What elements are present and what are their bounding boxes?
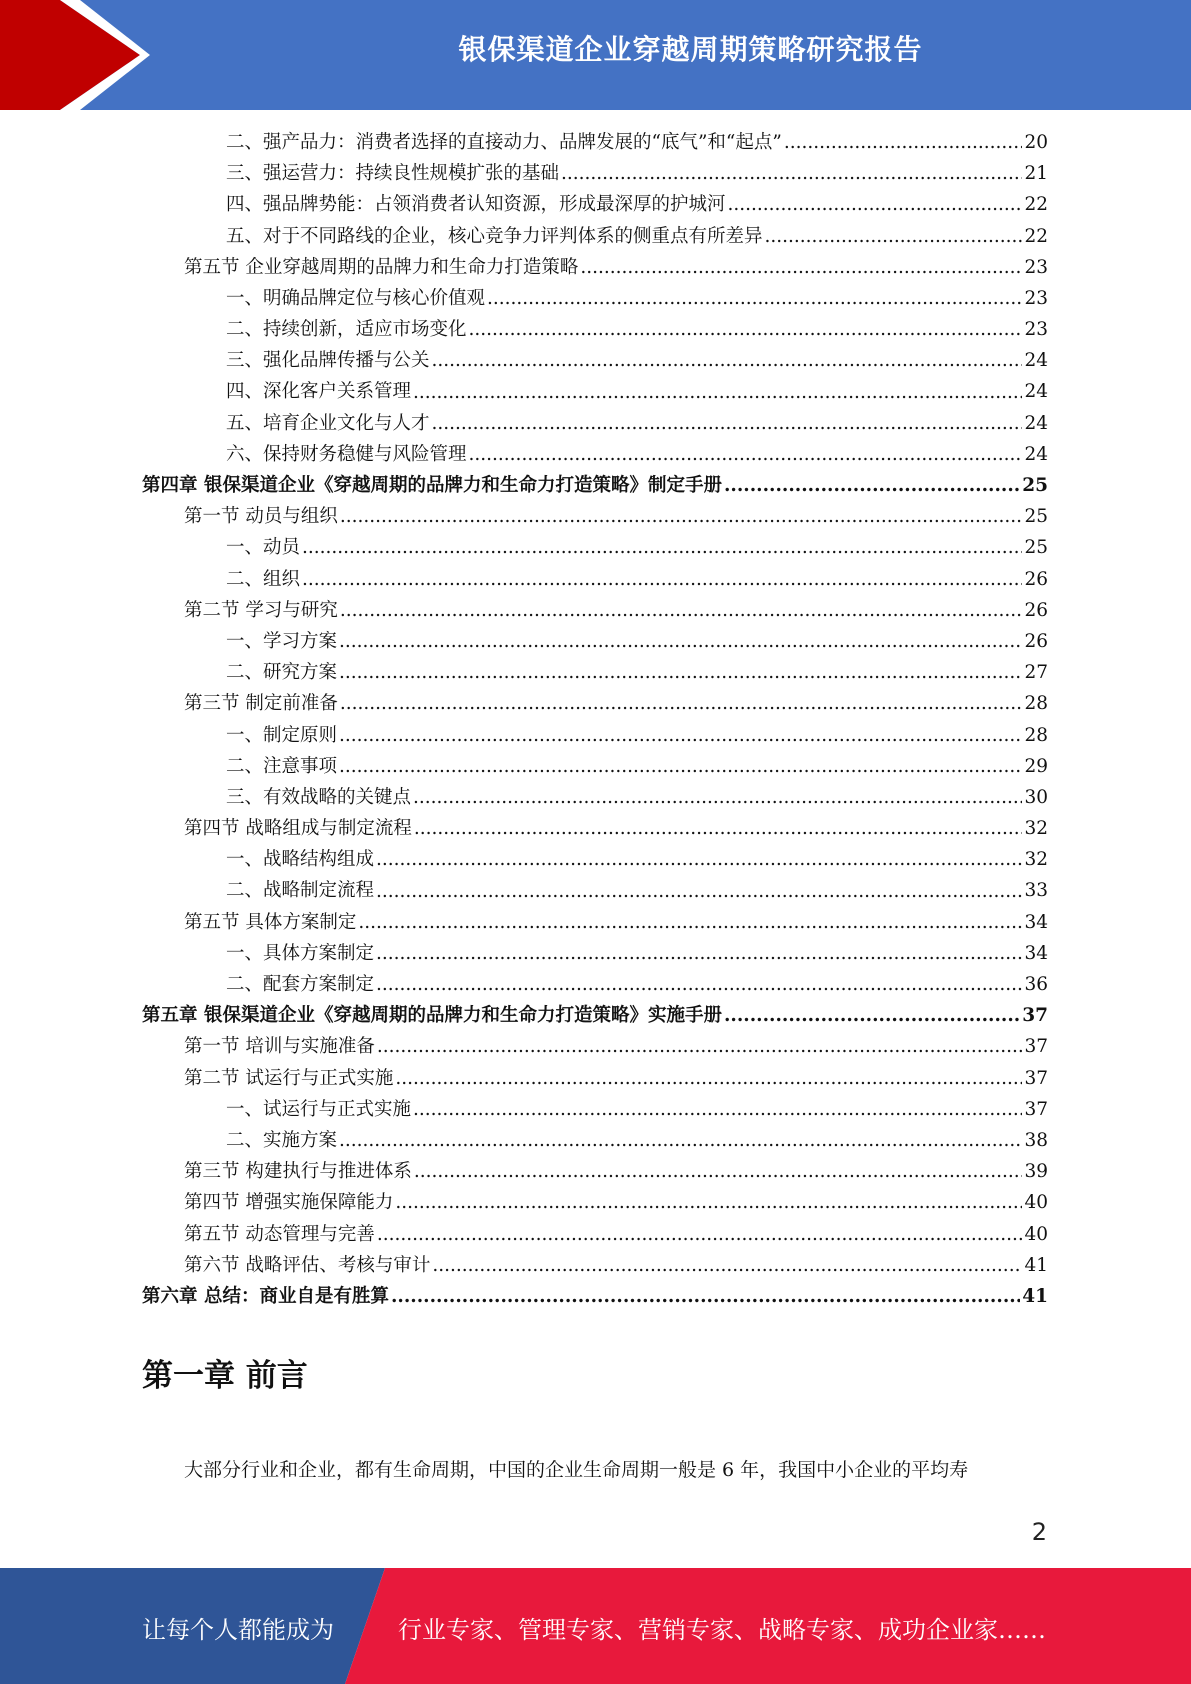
toc-entry[interactable] bbox=[142, 377, 1048, 408]
toc-entry-label: 一、具体方案制定 bbox=[226, 942, 375, 964]
chapter-title: 第一章 前言 bbox=[142, 1358, 308, 1394]
toc-dot-leader bbox=[487, 283, 1022, 314]
toc-entry[interactable] bbox=[142, 969, 1048, 1000]
toc-entry-label: 二、组织 bbox=[226, 568, 301, 590]
page-number: 2 bbox=[1031, 1518, 1047, 1546]
toc-entry-page: 37 bbox=[1022, 1005, 1048, 1027]
toc-entry[interactable] bbox=[142, 189, 1048, 220]
toc-dot-leader bbox=[724, 1000, 1020, 1031]
toc-entry-label: 第四节 战略组成与制定流程 bbox=[184, 818, 412, 840]
toc-entry[interactable] bbox=[142, 470, 1048, 501]
toc-entry-label: 第四章 银保渠道企业《穿越周期的品牌力和生命力打造策略》制定手册 bbox=[142, 475, 722, 497]
toc-dot-leader bbox=[414, 813, 1023, 844]
toc-entry-label: 二、持续创新，适应市场变化 bbox=[226, 319, 467, 341]
toc-entry[interactable] bbox=[142, 532, 1048, 563]
toc-dot-leader bbox=[377, 1219, 1023, 1250]
toc-entry-page: 40 bbox=[1024, 1192, 1048, 1214]
toc-entry-page: 24 bbox=[1024, 350, 1048, 372]
toc-entry[interactable] bbox=[142, 844, 1048, 875]
toc-entry-label: 二、研究方案 bbox=[226, 662, 338, 684]
toc-entry[interactable] bbox=[142, 158, 1048, 189]
toc-entry-label: 第一节 培训与实施准备 bbox=[184, 1036, 375, 1058]
toc-dot-leader bbox=[413, 782, 1022, 813]
toc-dot-leader bbox=[339, 1125, 1022, 1156]
toc-entry[interactable] bbox=[142, 813, 1048, 844]
toc-entry-label: 第六章 总结：商业自是有胜算 bbox=[142, 1285, 389, 1307]
toc-dot-leader bbox=[469, 314, 1023, 345]
toc-dot-leader bbox=[302, 532, 1022, 563]
toc-entry-label: 二、注意事项 bbox=[226, 755, 338, 777]
toc-dot-leader bbox=[376, 876, 1022, 907]
toc-entry-label: 第三节 制定前准备 bbox=[184, 693, 338, 715]
toc-entry-page: 24 bbox=[1024, 412, 1048, 434]
toc-entry[interactable] bbox=[142, 876, 1048, 907]
toc-dot-leader bbox=[340, 595, 1023, 626]
toc-dot-leader bbox=[580, 252, 1022, 283]
toc-entry-page: 26 bbox=[1024, 630, 1048, 652]
toc-entry-page: 26 bbox=[1024, 568, 1048, 590]
toc-entry-label: 二、实施方案 bbox=[226, 1129, 338, 1151]
toc-entry-page: 28 bbox=[1024, 724, 1048, 746]
toc-entry-page: 26 bbox=[1024, 599, 1048, 621]
toc-entry[interactable] bbox=[142, 1094, 1048, 1125]
toc-entry-page: 32 bbox=[1024, 849, 1048, 871]
toc-entry[interactable] bbox=[142, 564, 1048, 595]
toc-entry-page: 23 bbox=[1024, 319, 1048, 341]
toc-entry-label: 第二节 学习与研究 bbox=[184, 599, 338, 621]
toc-entry-page: 21 bbox=[1024, 163, 1048, 185]
toc-entry-page: 28 bbox=[1024, 693, 1048, 715]
toc-dot-leader bbox=[340, 501, 1023, 532]
toc-dot-leader bbox=[358, 907, 1022, 938]
toc-entry-label: 第五节 具体方案制定 bbox=[184, 911, 357, 933]
toc-entry[interactable] bbox=[142, 595, 1048, 626]
toc-entry-label: 第五节 动态管理与完善 bbox=[184, 1223, 375, 1245]
toc-entry-page: 37 bbox=[1024, 1067, 1048, 1089]
toc-dot-leader bbox=[432, 1250, 1022, 1281]
toc-dot-leader bbox=[784, 127, 1023, 158]
toc-dot-leader bbox=[377, 1031, 1023, 1062]
toc-entry-page: 40 bbox=[1024, 1223, 1048, 1245]
toc-entry-label: 第二节 试运行与正式实施 bbox=[184, 1067, 394, 1089]
toc-dot-leader bbox=[339, 626, 1022, 657]
toc-entry[interactable] bbox=[142, 283, 1048, 314]
toc-entry-page: 33 bbox=[1024, 880, 1048, 902]
toc-entry-label: 三、强化品牌传播与公关 bbox=[226, 350, 430, 372]
toc-entry-label: 一、试运行与正式实施 bbox=[226, 1098, 412, 1120]
chapter-paragraph: 大部分行业和企业，都有生命周期，中国的企业生命周期一般是 6 年，我国中小企业的平均寿 bbox=[184, 1459, 969, 1481]
toc-dot-leader bbox=[413, 1094, 1022, 1125]
toc-entry-page: 20 bbox=[1024, 131, 1048, 153]
header-arrow-decoration bbox=[0, 0, 160, 110]
toc-dot-leader bbox=[414, 1156, 1023, 1187]
toc-entry[interactable] bbox=[142, 408, 1048, 439]
toc-dot-leader bbox=[432, 345, 1023, 376]
toc-entry-label: 二、强产品力：消费者选择的直接动力、品牌发展的“底气”和“起点” bbox=[226, 131, 782, 153]
toc-entry-label: 一、动员 bbox=[226, 537, 301, 559]
toc-entry-label: 一、明确品牌定位与核心价值观 bbox=[226, 287, 486, 309]
toc-entry-page: 38 bbox=[1024, 1129, 1048, 1151]
toc-entry[interactable] bbox=[142, 1000, 1048, 1031]
toc-entry[interactable] bbox=[142, 1156, 1048, 1187]
toc-entry[interactable] bbox=[142, 1219, 1048, 1250]
toc-entry[interactable] bbox=[142, 1031, 1048, 1062]
toc-entry[interactable] bbox=[142, 688, 1048, 719]
toc-dot-leader bbox=[339, 751, 1022, 782]
toc-dot-leader bbox=[765, 221, 1023, 252]
toc-entry[interactable] bbox=[142, 626, 1048, 657]
toc-entry-label: 五、对于不同路线的企业，核心竞争力评判体系的侧重点有所差异 bbox=[226, 225, 763, 247]
toc-dot-leader bbox=[376, 969, 1022, 1000]
toc-entry[interactable] bbox=[142, 127, 1048, 158]
footer-slogan-right: 行业专家、管理专家、营销专家、战略专家、成功企业家…… bbox=[398, 1616, 1046, 1644]
toc-entry-page: 37 bbox=[1024, 1036, 1048, 1058]
toc-entry-page: 39 bbox=[1024, 1161, 1048, 1183]
toc-entry-page: 36 bbox=[1024, 974, 1048, 996]
toc-entry-page: 23 bbox=[1024, 287, 1048, 309]
toc-dot-leader bbox=[724, 470, 1020, 501]
toc-entry-page: 37 bbox=[1024, 1098, 1048, 1120]
toc-entry-label: 六、保持财务稳健与风险管理 bbox=[226, 443, 467, 465]
toc-entry[interactable] bbox=[142, 1281, 1048, 1312]
toc-dot-leader bbox=[340, 688, 1023, 719]
toc-entry[interactable] bbox=[142, 1063, 1048, 1094]
toc-entry-label: 四、深化客户关系管理 bbox=[226, 381, 412, 403]
toc-entry[interactable] bbox=[142, 1187, 1048, 1218]
toc-entry-page: 22 bbox=[1024, 225, 1048, 247]
table-of-contents bbox=[142, 127, 1048, 1312]
toc-entry-page: 22 bbox=[1024, 194, 1048, 216]
toc-entry[interactable] bbox=[142, 938, 1048, 969]
toc-entry[interactable] bbox=[142, 221, 1048, 252]
toc-entry-label: 五、培育企业文化与人才 bbox=[226, 412, 430, 434]
toc-entry[interactable] bbox=[142, 782, 1048, 813]
toc-dot-leader bbox=[339, 657, 1022, 688]
toc-entry-label: 第三节 构建执行与推进体系 bbox=[184, 1161, 412, 1183]
toc-entry-page: 27 bbox=[1024, 662, 1048, 684]
toc-entry-page: 32 bbox=[1024, 818, 1048, 840]
header-title: 银保渠道企业穿越周期策略研究报告 bbox=[458, 33, 923, 66]
toc-entry-page: 25 bbox=[1022, 475, 1048, 497]
toc-dot-leader bbox=[395, 1187, 1022, 1218]
toc-entry-label: 三、强运营力：持续良性规模扩张的基础 bbox=[226, 163, 560, 185]
toc-dot-leader bbox=[728, 189, 1023, 220]
toc-entry-label: 一、制定原则 bbox=[226, 724, 338, 746]
toc-dot-leader bbox=[376, 844, 1022, 875]
toc-entry-page: 25 bbox=[1024, 506, 1048, 528]
footer-slogan-left: 让每个人都能成为 bbox=[142, 1616, 334, 1644]
toc-entry[interactable] bbox=[142, 1125, 1048, 1156]
toc-dot-leader bbox=[561, 158, 1022, 189]
toc-entry[interactable] bbox=[142, 345, 1048, 376]
toc-entry-label: 二、配套方案制定 bbox=[226, 974, 375, 996]
toc-entry[interactable] bbox=[142, 252, 1048, 283]
toc-entry-label: 第一节 动员与组织 bbox=[184, 506, 338, 528]
toc-entry-page: 30 bbox=[1024, 786, 1048, 808]
toc-dot-leader bbox=[391, 1281, 1020, 1312]
toc-entry[interactable] bbox=[142, 439, 1048, 470]
toc-entry-label: 四、强品牌势能：占领消费者认知资源，形成最深厚的护城河 bbox=[226, 194, 726, 216]
page-footer bbox=[0, 1568, 1191, 1684]
toc-entry-page: 34 bbox=[1024, 942, 1048, 964]
toc-entry[interactable] bbox=[142, 657, 1048, 688]
toc-dot-leader bbox=[432, 408, 1023, 439]
toc-entry-label: 一、战略结构组成 bbox=[226, 849, 375, 871]
toc-entry-page: 41 bbox=[1024, 1254, 1048, 1276]
toc-dot-leader bbox=[302, 564, 1022, 595]
toc-dot-leader bbox=[339, 720, 1022, 751]
toc-entry-page: 29 bbox=[1024, 755, 1048, 777]
toc-entry-page: 41 bbox=[1022, 1285, 1048, 1307]
toc-entry-label: 二、战略制定流程 bbox=[226, 880, 375, 902]
toc-entry-page: 23 bbox=[1024, 256, 1048, 278]
page-header bbox=[0, 0, 1191, 110]
toc-entry-label: 第五节 企业穿越周期的品牌力和生命力打造策略 bbox=[184, 256, 579, 278]
toc-entry[interactable] bbox=[142, 1250, 1048, 1281]
toc-entry-label: 一、学习方案 bbox=[226, 630, 338, 652]
toc-dot-leader bbox=[395, 1063, 1022, 1094]
toc-entry-page: 34 bbox=[1024, 911, 1048, 933]
toc-entry-page: 24 bbox=[1024, 443, 1048, 465]
toc-entry-page: 25 bbox=[1024, 537, 1048, 559]
toc-entry[interactable] bbox=[142, 314, 1048, 345]
toc-entry[interactable] bbox=[142, 907, 1048, 938]
toc-dot-leader bbox=[376, 938, 1022, 969]
toc-entry[interactable] bbox=[142, 720, 1048, 751]
toc-entry-label: 第五章 银保渠道企业《穿越周期的品牌力和生命力打造策略》实施手册 bbox=[142, 1005, 722, 1027]
toc-dot-leader bbox=[413, 377, 1022, 408]
toc-entry-label: 三、有效战略的关键点 bbox=[226, 786, 412, 808]
toc-entry[interactable] bbox=[142, 751, 1048, 782]
toc-entry[interactable] bbox=[142, 501, 1048, 532]
toc-entry-page: 24 bbox=[1024, 381, 1048, 403]
toc-dot-leader bbox=[469, 439, 1023, 470]
toc-entry-label: 第六节 战略评估、考核与审计 bbox=[184, 1254, 431, 1276]
toc-entry-label: 第四节 增强实施保障能力 bbox=[184, 1192, 394, 1214]
